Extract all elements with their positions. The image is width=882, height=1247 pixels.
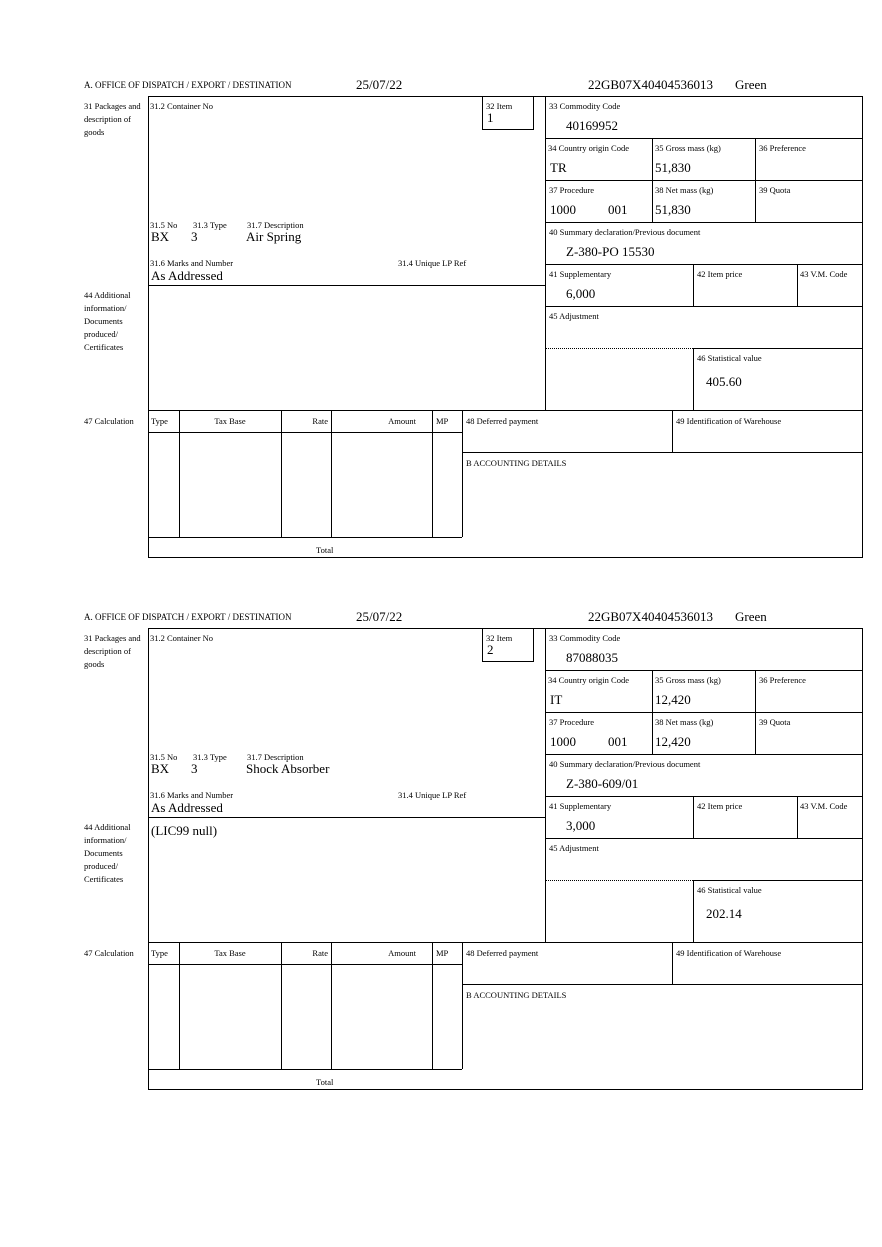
form-line [862,628,863,670]
label-item: 32 Item [486,633,513,643]
value-procedure: 1000 [550,734,576,749]
label-accounting: B ACCOUNTING DETAILS [466,990,567,1000]
label-summary-decl: 40 Summary declaration/Previous document [549,227,701,237]
label-statistical-value: 46 Statistical value [697,353,762,363]
header-reference: 22GB07X40404536013 [588,609,713,624]
value-summary-decl: Z-380-609/01 [566,776,639,791]
label-adjustment: 45 Adjustment [549,311,599,321]
form-line [331,410,332,537]
form-line [148,410,863,411]
label-warehouse: 49 Identification of Warehouse [676,948,782,958]
col-rate-header: Rate [312,416,328,426]
col-tax-base-header: Tax Base [214,416,246,426]
form-line [331,942,332,1069]
label-country-origin: 34 Country origin Code [548,143,629,153]
value-country-origin: TR [550,160,567,175]
value-summary-decl: Z-380-PO 15530 [566,244,655,259]
form-line [148,964,462,965]
value-net-mass: 51,830 [655,202,691,217]
form-line [281,942,282,1069]
label-type: 31.3 Type [193,220,227,230]
label-quota: 39 Quota [759,717,791,727]
header-route: Green [735,609,767,624]
form-line [755,670,756,754]
label-type: 31.3 Type [193,752,227,762]
form-line [432,410,433,537]
form-line [545,838,863,839]
form-line [462,410,463,537]
col-amount-header: Amount [388,948,416,958]
value-commodity-code: 40169952 [566,118,618,133]
form-line [179,942,180,1069]
value-country-origin: IT [550,692,563,707]
label-procedure: 37 Procedure [549,185,595,195]
form-line [545,670,863,671]
col-type-header: Type [151,416,168,426]
col-amount-header: Amount [388,416,416,426]
label-description: 31.7 Description [247,220,304,230]
form-line [281,410,282,537]
value-additional-info: (LIC99 null) [151,823,218,838]
form-line [693,880,863,881]
form-line [148,1089,863,1090]
label-vm-code: 43 V.M. Code [800,269,848,279]
form-line [545,222,863,223]
label-additional-info: 44 Additional information/ Documents produced/ Certificates [84,290,131,352]
form-line [545,306,863,307]
form-line [693,880,694,942]
header-route: Green [735,77,767,92]
label-marks: 31.6 Marks and Number [150,258,234,268]
office-label: A. OFFICE OF DISPATCH / EXPORT / DESTINATION [84,80,292,90]
value-gross-mass: 12,420 [655,692,691,707]
value-no: BX [151,229,170,244]
office-label: A. OFFICE OF DISPATCH / EXPORT / DESTINATION [84,612,292,622]
label-additional-info: 44 Additional information/ Documents produced/ Certificates [84,822,131,884]
dotted-line [545,880,693,881]
label-unique-lp: 31.4 Unique LP Ref [398,258,467,268]
form-line [545,264,863,265]
form-line [432,942,433,1069]
form-line [545,754,863,755]
value-marks: As Addressed [151,268,223,283]
label-gross-mass: 35 Gross mass (kg) [655,143,721,153]
label-packages: 31 Packages and description of goods [84,633,141,669]
label-item-price: 42 Item price [697,801,743,811]
form-line [462,942,463,1069]
label-commodity-code: 33 Commodity Code [549,101,621,111]
form-line [545,796,863,797]
value-supplementary: 3,000 [566,818,596,833]
col-rate-header: Rate [312,948,328,958]
value-gross-mass: 51,830 [655,160,691,175]
form-line [148,96,149,558]
value-type: 3 [191,761,198,776]
form-line [148,557,863,558]
form-line [462,984,863,985]
label-description: 31.7 Description [247,752,304,762]
form-line [672,942,673,984]
form-line [545,180,863,181]
form-line [652,138,653,222]
form-line [862,96,863,138]
label-preference: 36 Preference [759,675,806,685]
label-marks: 31.6 Marks and Number [150,790,234,800]
label-quota: 39 Quota [759,185,791,195]
label-warehouse: 49 Identification of Warehouse [676,416,782,426]
form-line [797,796,798,838]
value-item: 1 [487,110,494,125]
form-line [693,348,863,349]
label-item: 32 Item [486,101,513,111]
form-line [148,942,863,943]
dotted-line [545,880,546,942]
label-calculation: 47 Calculation [84,948,134,958]
label-unique-lp: 31.4 Unique LP Ref [398,790,467,800]
label-preference: 36 Preference [759,143,806,153]
form-line [862,96,863,558]
value-no: BX [151,761,170,776]
value-type: 3 [191,229,198,244]
value-description: Shock Absorber [246,761,330,776]
label-commodity-code: 33 Commodity Code [549,633,621,643]
label-adjustment: 45 Adjustment [549,843,599,853]
label-no: 31.5 No [150,220,178,230]
value-procedure-extra: 001 [608,734,628,749]
label-net-mass: 38 Net mass (kg) [655,717,714,727]
label-accounting: B ACCOUNTING DETAILS [466,458,567,468]
form-line [545,712,863,713]
value-statistical-value: 202.14 [706,906,742,921]
form-line [148,1069,462,1070]
dotted-line [545,348,693,349]
label-total: Total [316,1077,334,1087]
label-country-origin: 34 Country origin Code [548,675,629,685]
label-packages: 31 Packages and description of goods [84,101,141,137]
form-line [462,452,863,453]
label-calculation: 47 Calculation [84,416,134,426]
form-line [148,817,545,818]
form-line [672,410,673,452]
form-line [148,285,545,286]
form-line [148,628,149,1090]
label-summary-decl: 40 Summary declaration/Previous document [549,759,701,769]
label-net-mass: 38 Net mass (kg) [655,185,714,195]
value-supplementary: 6,000 [566,286,596,301]
label-vm-code: 43 V.M. Code [800,801,848,811]
form-line [797,264,798,306]
label-supplementary: 41 Supplementary [549,269,612,279]
label-no: 31.5 No [150,752,178,762]
col-tax-base-header: Tax Base [214,948,246,958]
value-procedure: 1000 [550,202,576,217]
label-procedure: 37 Procedure [549,717,595,727]
form-line [862,628,863,1090]
label-supplementary: 41 Supplementary [549,801,612,811]
value-marks: As Addressed [151,800,223,815]
form-line [755,138,756,222]
label-container-no: 31.2 Container No [150,633,214,643]
label-statistical-value: 46 Statistical value [697,885,762,895]
value-commodity-code: 87088035 [566,650,618,665]
form-line [652,670,653,754]
form-line [693,796,694,838]
header-date: 25/07/22 [356,77,403,92]
dotted-line [545,348,546,410]
col-mp-header: MP [436,416,449,426]
label-total: Total [316,545,334,555]
label-deferred-payment: 48 Deferred payment [466,416,539,426]
form-line [693,264,694,306]
value-description: Air Spring [246,229,302,244]
col-type-header: Type [151,948,168,958]
value-item: 2 [487,642,494,657]
value-statistical-value: 405.60 [706,374,742,389]
form-line [148,432,462,433]
form-line [862,138,863,148]
value-net-mass: 12,420 [655,734,691,749]
label-container-no: 31.2 Container No [150,101,214,111]
form-line [179,410,180,537]
header-reference: 22GB07X40404536013 [588,77,713,92]
label-deferred-payment: 48 Deferred payment [466,948,539,958]
form-line [693,348,694,410]
label-gross-mass: 35 Gross mass (kg) [655,675,721,685]
form-line [862,670,863,680]
col-mp-header: MP [436,948,449,958]
header-date: 25/07/22 [356,609,403,624]
label-item-price: 42 Item price [697,269,743,279]
value-procedure-extra: 001 [608,202,628,217]
form-line [148,537,462,538]
form-line [545,138,863,139]
